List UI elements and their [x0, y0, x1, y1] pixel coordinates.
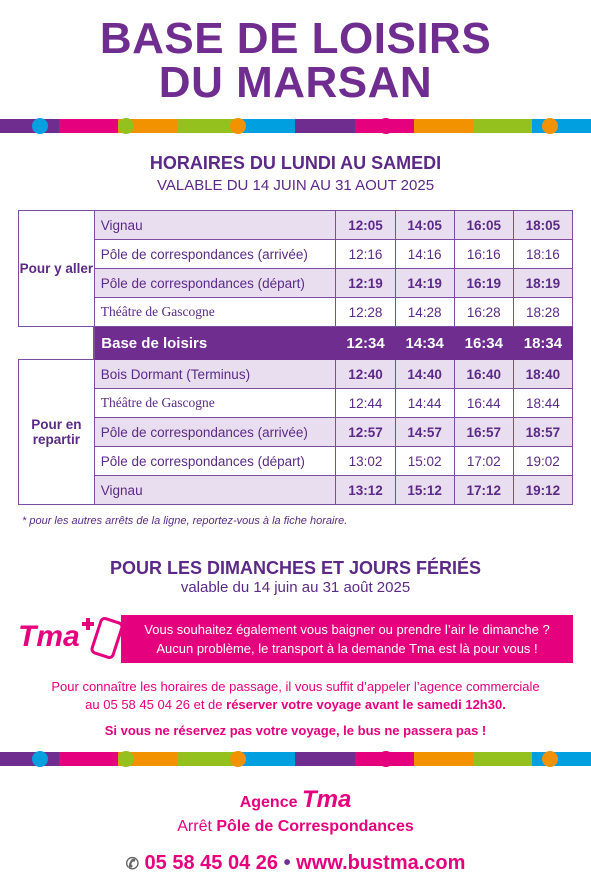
time-cell: 18:57 — [513, 418, 572, 447]
tma-info-line2: au 05 58 45 04 26 et de réserver votre voyage avant le samedi 12h30. — [85, 697, 506, 712]
phone-number[interactable]: 05 58 45 04 26 — [144, 852, 278, 874]
time-cell: 12:40 — [336, 360, 395, 389]
tma-callout-line2: Aucun problème, le transport à la demande Tma est là pour vous ! — [156, 641, 538, 656]
stop-name: Pôle de correspondances (arrivée) — [94, 418, 336, 447]
time-cell: 12:28 — [336, 298, 395, 327]
table-row — [19, 360, 573, 389]
website-link[interactable]: www.bustma.com — [296, 852, 466, 874]
page-title-line1: BASE DE LOISIRS — [99, 14, 492, 63]
weekday-validity: VALABLE DU 14 JUIN AU 31 AOUT 2025 — [156, 177, 435, 194]
time-cell: 17:02 — [454, 447, 513, 476]
time-cell: 16:34 — [454, 327, 513, 360]
time-cell: 18:16 — [513, 240, 572, 269]
time-cell: 16:19 — [454, 269, 513, 298]
tma-callout-line1: Vous souhaitez également vous baigner ou prendre l’air le dimanche ? — [144, 622, 550, 637]
time-cell: 15:02 — [395, 447, 454, 476]
table-row — [19, 240, 573, 269]
stop-name: Pôle de correspondances (départ) — [94, 269, 336, 298]
time-cell: 14:57 — [395, 418, 454, 447]
time-cell: 18:28 — [513, 298, 572, 327]
stop-name: Théâtre de Gascogne — [94, 389, 336, 418]
time-cell: 16:16 — [454, 240, 513, 269]
time-cell: 13:12 — [336, 476, 395, 505]
tma-callout-box — [121, 615, 573, 663]
time-cell: 12:05 — [336, 211, 395, 240]
time-cell: 18:19 — [513, 269, 572, 298]
time-cell: 14:05 — [395, 211, 454, 240]
weekday-title: HORAIRES DU LUNDI AU SAMEDI — [149, 153, 442, 173]
time-cell: 14:28 — [395, 298, 454, 327]
contact-line — [0, 852, 591, 875]
time-cell: 18:05 — [513, 211, 572, 240]
sunday-validity: valable du 14 juin au 31 août 2025 — [180, 579, 411, 596]
time-cell: 12:57 — [336, 418, 395, 447]
table-row — [19, 298, 573, 327]
tma-logo-text: Tma — [18, 620, 80, 653]
table-row — [19, 418, 573, 447]
time-cell: 18:34 — [513, 327, 572, 360]
stop-name: Bois Dormant (Terminus) — [94, 360, 336, 389]
stop-name: Pôle de correspondances (départ) — [94, 447, 336, 476]
agence-line — [0, 786, 591, 814]
table-row — [19, 269, 573, 298]
time-cell: 12:44 — [336, 389, 395, 418]
group-label-back: Pour en repartir — [19, 360, 95, 505]
time-cell: 14:34 — [395, 327, 454, 360]
timetable — [18, 210, 573, 505]
time-cell: 15:12 — [395, 476, 454, 505]
time-cell: 13:02 — [336, 447, 395, 476]
page-title-line2: DU MARSAN — [158, 58, 433, 107]
agence-label: Agence — [239, 794, 298, 811]
group-label-out: Pour y aller — [19, 211, 95, 327]
time-cell: 19:02 — [513, 447, 572, 476]
time-cell: 16:44 — [454, 389, 513, 418]
time-cell: 18:44 — [513, 389, 572, 418]
time-cell: 14:16 — [395, 240, 454, 269]
stop-name: Vignau — [94, 476, 336, 505]
table-row-base — [19, 327, 573, 360]
phone-icon: ✆ — [125, 856, 139, 873]
tma-logo — [18, 620, 80, 654]
table-row — [19, 476, 573, 505]
time-cell: 17:12 — [454, 476, 513, 505]
table-row — [19, 447, 573, 476]
time-cell: 12:34 — [336, 327, 395, 360]
time-cell: 12:19 — [336, 269, 395, 298]
stop-name: Théâtre de Gascogne — [94, 298, 336, 327]
table-row — [19, 211, 573, 240]
separator-dot: • — [283, 852, 291, 874]
time-cell: 16:28 — [454, 298, 513, 327]
time-cell: 18:40 — [513, 360, 572, 389]
stop-name-base: Base de loisirs — [94, 327, 336, 360]
color-band-bottom — [0, 752, 591, 766]
arret-line: Arrêt Pôle de Correspondances — [177, 818, 414, 835]
color-band-top — [0, 119, 591, 133]
time-cell: 16:05 — [454, 211, 513, 240]
time-cell: 16:40 — [454, 360, 513, 389]
time-cell: 14:19 — [395, 269, 454, 298]
footnote: * pour les autres arrêts de la ligne, reportez-vous à la fiche horaire. — [22, 515, 348, 527]
tma-warning: Si vous ne réservez pas votre voyage, le bus ne passera pas ! — [104, 723, 487, 738]
time-cell: 12:16 — [336, 240, 395, 269]
time-cell: 14:44 — [395, 389, 454, 418]
table-row — [19, 389, 573, 418]
time-cell: 16:57 — [454, 418, 513, 447]
time-cell: 19:12 — [513, 476, 572, 505]
stop-name: Pôle de correspondances (arrivée) — [94, 240, 336, 269]
time-cell: 14:40 — [395, 360, 454, 389]
tma-info-line1: Pour connaître les horaires de passage, il vous suffit d’appeler l’agence commerciale — [51, 679, 540, 694]
tma-logo-small: Tma — [301, 786, 352, 813]
sunday-title: POUR LES DIMANCHES ET JOURS FÉRIÉS — [109, 558, 482, 578]
stop-name: Vignau — [94, 211, 336, 240]
